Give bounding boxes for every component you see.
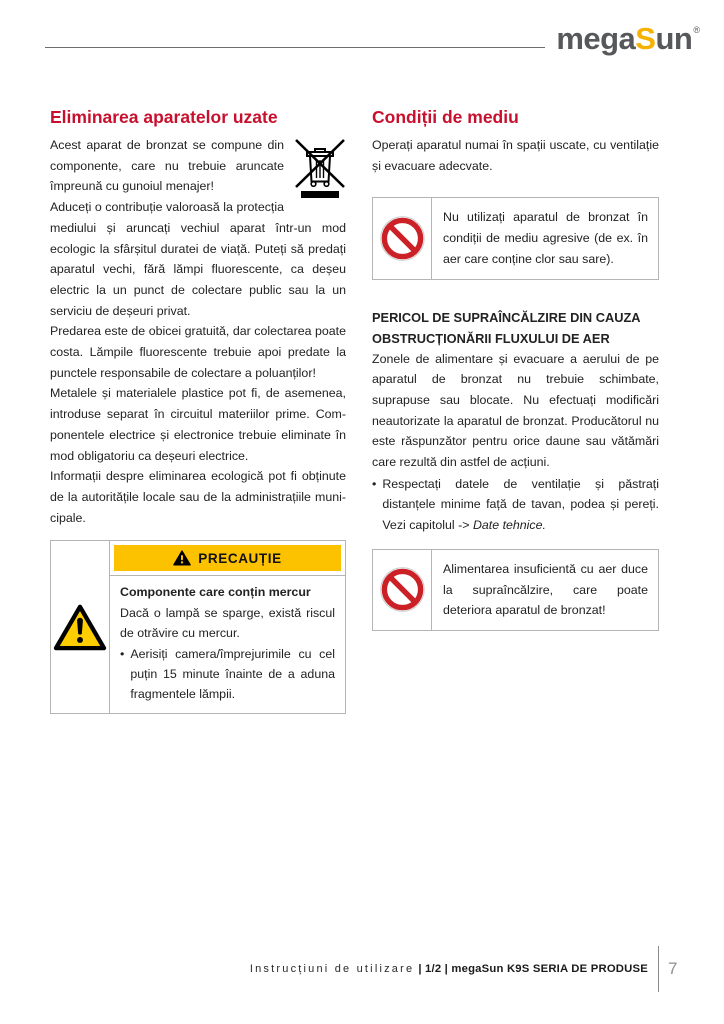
caution-banner-label: PRECAUȚIE <box>198 550 282 566</box>
prohibition-icon <box>380 567 425 612</box>
logo-text-mega: mega <box>556 21 636 56</box>
right-section-title: Condiții de mediu <box>372 107 519 127</box>
footer-divider <box>658 946 659 992</box>
caution-text: Dacă o lampă se sparge, există riscul de otrăvire cu mercur. <box>120 606 335 641</box>
prohibition-text: Nu utilizați aparatul de bronzat în condiții de mediu agresive (de ex. în aer care conține clor sau sare). <box>443 210 648 266</box>
logo-text-un: un <box>655 21 693 56</box>
caution-banner-wrap <box>110 541 345 575</box>
logo-text-s: S <box>635 21 656 56</box>
prohibition-cell <box>373 198 432 278</box>
bullet-marker: • <box>372 476 377 491</box>
registered-trademark-icon: ® <box>693 25 700 35</box>
paragraph: Informații despre eliminarea ecologică pot fi obținute de la autoritățile locale sau de la administrațiile municipale. <box>50 469 346 525</box>
paragraph: Aduceți o contribuție valoroasă la protecția mediului și aruncați vechiul aparat într-un mod ecologic la sfârșitul duratei de viață. Puteți să predați aparatul vechi, fără lămpi fluorescente, ca deșeu electric la un punct de colectare public sau la un serviciu de deșeuri privat. <box>50 200 346 318</box>
footer-product-meta: | 1/2 | megaSun K9S SERIA DE PRODUSE <box>418 963 648 975</box>
caution-box-mercury <box>50 540 346 714</box>
environment-intro: Operați aparatul numai în spații uscate, cu ventilație și evacuare adecvate. <box>372 138 659 173</box>
overheat-body: Zonele de alimentare și evacuare a aerului de pe aparatul de bronzat nu trebuie schimbate, suprapuse sau blocate. Nu efectuați modificări neautorizate la aparatul de bronzat. Producătorul nu este răspunzător pentru orice daune sau vătămări care rezultă din astfel de acțiuni. <box>372 351 659 470</box>
paragraph: Predarea este de obicei gratuită, dar colectarea poate costa. Lămpile fluorescente trebuie apoi predate la punctele responsabile de colectare a poluanților! <box>50 324 346 380</box>
bullet-marker: • <box>120 647 125 662</box>
caution-triangle-icon <box>173 550 191 566</box>
caution-bullet <box>120 644 335 704</box>
warning-triangle-icon <box>53 603 107 651</box>
footer <box>0 944 682 994</box>
ref-arrow: -> <box>458 518 470 533</box>
caution-content <box>110 541 345 713</box>
megasun-logo <box>556 13 700 56</box>
paragraph: Metalele și materialele plastice pot fi, de asemenea, introduse separat în circuitul materiilor prime. Componentele electrice și electronice trebuie eliminate în mod obligatoriu ca deșeuri electrice. <box>50 386 346 463</box>
ventilation-bullet <box>372 474 659 536</box>
ventilation-bullet-text <box>382 474 659 536</box>
prohibition-icon <box>380 216 425 261</box>
page-number: 7 <box>668 959 678 978</box>
prohibition-box-insufficient-air <box>372 549 659 631</box>
caution-banner <box>114 545 341 571</box>
paragraph: Acest aparat de bronzat se compune din componente, care nu trebuie aruncate împreună cu gunoiul menajer! <box>50 138 284 194</box>
prohibition-box-aggressive-air <box>372 197 659 279</box>
ventilation-text: Respectați datele de ventilație și păstrați distanțele minime față de tavan, podea și pereți. Vezi capitolul <box>382 476 659 533</box>
left-section-title: Eliminarea aparatelor uzate <box>50 107 278 127</box>
caution-body <box>110 575 345 713</box>
footer-document-label: Instrucțiuni de utilizare <box>249 963 415 975</box>
prohibition-text: Alimentarea insuficientă cu aer duce la supraîncălzire, care poate deteriora aparatul de bronzat! <box>443 561 648 618</box>
chapter-reference: Date tehnice. <box>472 518 546 533</box>
weee-crossed-out-bin-icon <box>294 137 346 199</box>
prohibition-cell <box>373 550 432 630</box>
caution-bullet-text: Aerisiți camera/împrejurimile cu cel puțin 15 minute înainte de a aduna fragmentele lămpii. <box>130 647 335 702</box>
caution-title: Componente care conțin mercur <box>120 585 311 600</box>
right-column <box>372 106 659 631</box>
left-column <box>50 106 346 714</box>
disposal-text-block <box>50 135 346 528</box>
header-rule <box>45 47 545 48</box>
overheat-heading: PERICOL DE SUPRAÎNCĂLZIRE DIN CAUZA OBSTRUCȚIONĂRII FLUXULUI DE AER <box>372 309 641 346</box>
warning-triangle-cell <box>51 541 110 713</box>
